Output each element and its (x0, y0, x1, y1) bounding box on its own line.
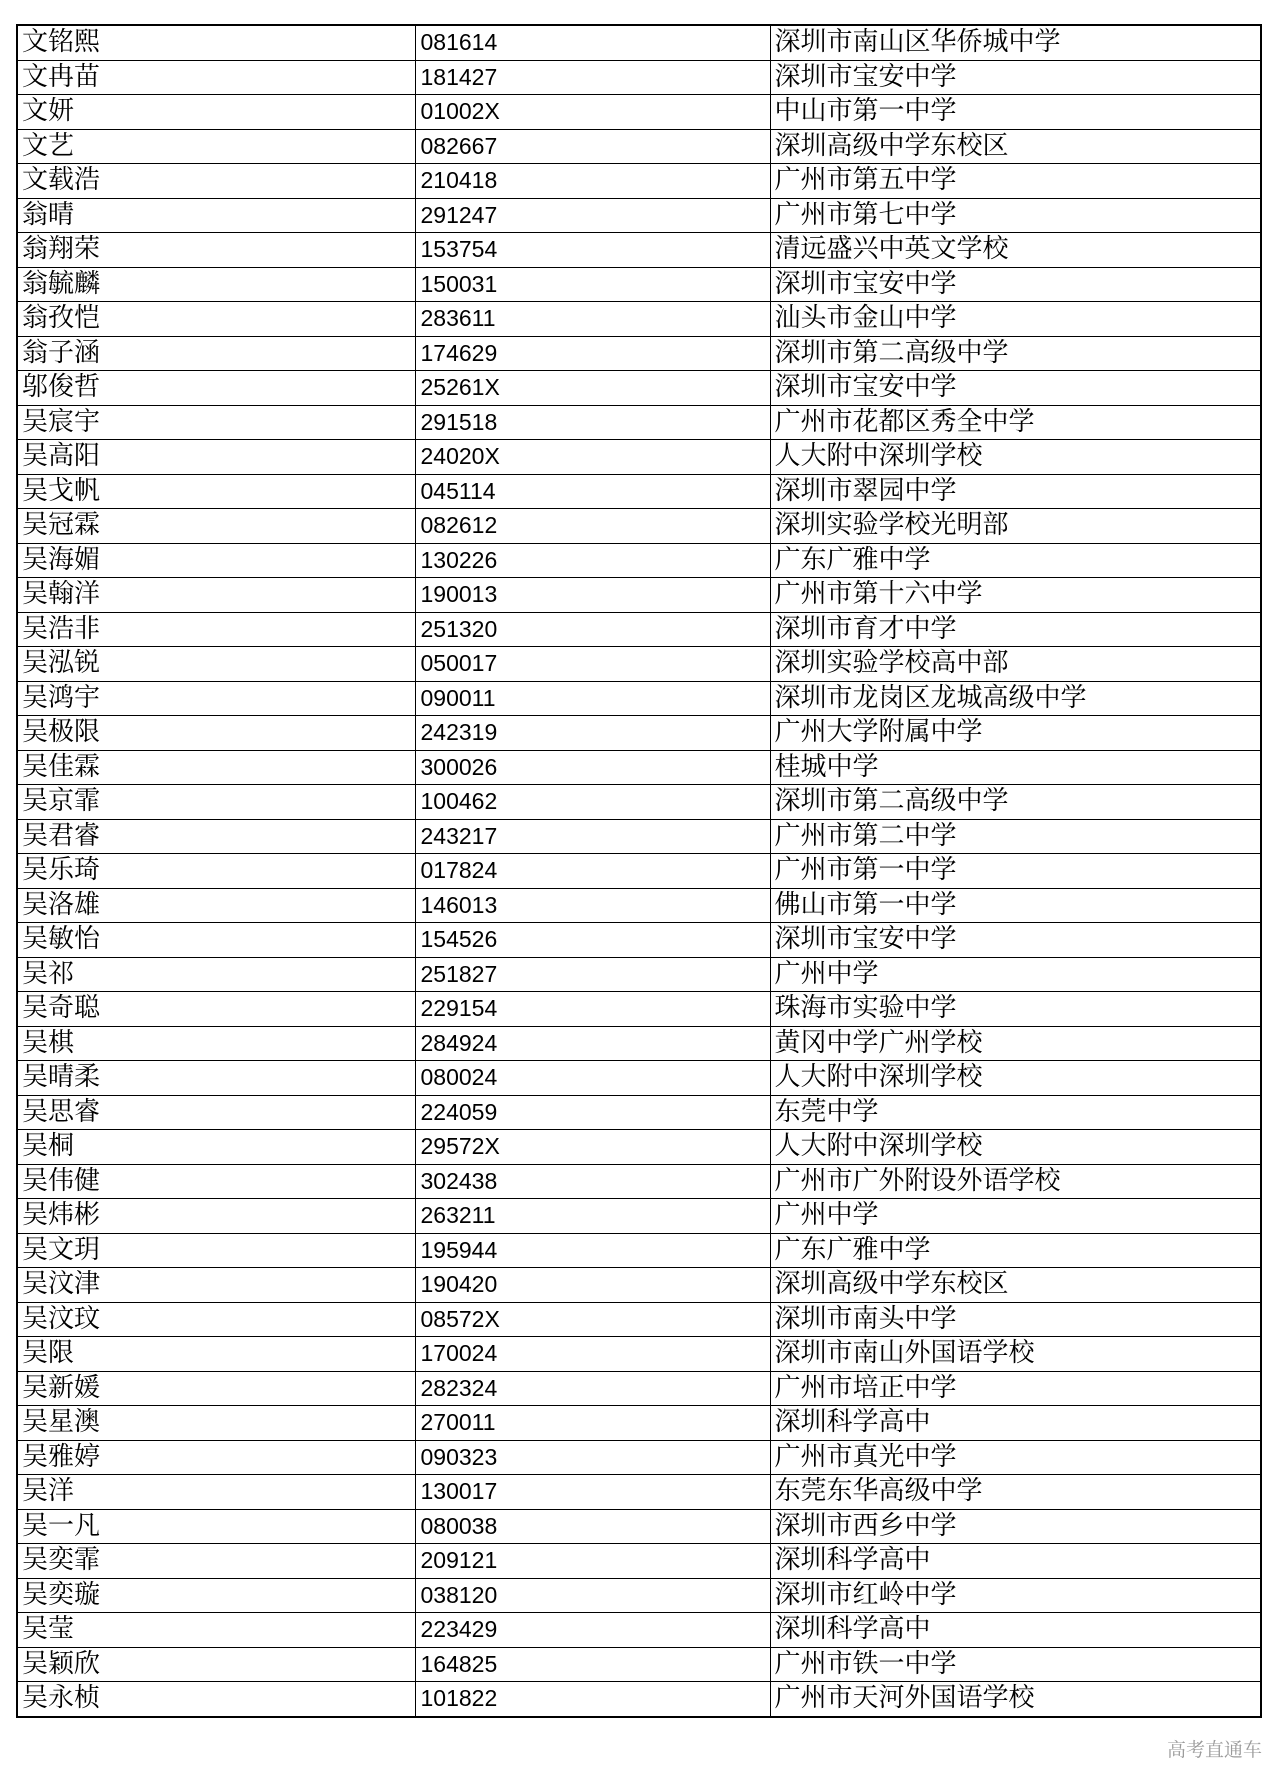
table-row (17, 25, 1261, 60)
school-cell: 广东广雅中学 (770, 543, 1261, 578)
table-row (17, 164, 1261, 199)
table-row (17, 1578, 1261, 1613)
table-row (17, 612, 1261, 647)
school-cell: 广州大学附属中学 (770, 716, 1261, 751)
table-row (17, 785, 1261, 820)
id-code-cell: 170024 (415, 1337, 770, 1372)
id-code-cell: 25261X (415, 371, 770, 406)
name-cell: 吴限 (17, 1337, 415, 1372)
table-row (17, 1061, 1261, 1096)
table-row (17, 1302, 1261, 1337)
name-cell: 翁翔荣 (17, 233, 415, 268)
school-cell: 广州市第五中学 (770, 164, 1261, 199)
school-cell: 深圳市宝安中学 (770, 267, 1261, 302)
name-cell: 吴永桢 (17, 1682, 415, 1717)
student-roster-table (16, 24, 1262, 1718)
table-row (17, 854, 1261, 889)
table-row (17, 1337, 1261, 1372)
id-code-cell: 243217 (415, 819, 770, 854)
id-code-cell: 082667 (415, 129, 770, 164)
table-row (17, 198, 1261, 233)
table-row (17, 1647, 1261, 1682)
school-cell: 广州市第十六中学 (770, 578, 1261, 613)
table-row (17, 129, 1261, 164)
id-code-cell: 291247 (415, 198, 770, 233)
table-row (17, 267, 1261, 302)
school-cell: 广州中学 (770, 957, 1261, 992)
school-cell: 深圳市龙岗区龙城高级中学 (770, 681, 1261, 716)
name-cell: 吴泓锐 (17, 647, 415, 682)
school-cell: 深圳实验学校高中部 (770, 647, 1261, 682)
school-cell: 广州市第二中学 (770, 819, 1261, 854)
id-code-cell: 080038 (415, 1509, 770, 1544)
id-code-cell: 229154 (415, 992, 770, 1027)
school-cell: 广州中学 (770, 1199, 1261, 1234)
name-cell: 吴戈帆 (17, 474, 415, 509)
name-cell: 吴乐琦 (17, 854, 415, 889)
table-row (17, 509, 1261, 544)
table-row (17, 1475, 1261, 1510)
table-row (17, 371, 1261, 406)
school-cell: 人大附中深圳学校 (770, 1061, 1261, 1096)
name-cell: 吴伟健 (17, 1164, 415, 1199)
id-code-cell: 08572X (415, 1302, 770, 1337)
school-cell: 黄冈中学广州学校 (770, 1026, 1261, 1061)
table-row (17, 1544, 1261, 1579)
id-code-cell: 209121 (415, 1544, 770, 1579)
table-row (17, 95, 1261, 130)
school-cell: 深圳市西乡中学 (770, 1509, 1261, 1544)
school-cell: 深圳市南头中学 (770, 1302, 1261, 1337)
table-row (17, 474, 1261, 509)
school-cell: 珠海市实验中学 (770, 992, 1261, 1027)
table-row (17, 819, 1261, 854)
name-cell: 文载浩 (17, 164, 415, 199)
id-code-cell: 082612 (415, 509, 770, 544)
id-code-cell: 190420 (415, 1268, 770, 1303)
school-cell: 深圳市第二高级中学 (770, 336, 1261, 371)
school-cell: 深圳科学高中 (770, 1613, 1261, 1648)
name-cell: 文铭熙 (17, 25, 415, 60)
school-cell: 深圳市南山外国语学校 (770, 1337, 1261, 1372)
id-code-cell: 195944 (415, 1233, 770, 1268)
id-code-cell: 181427 (415, 60, 770, 95)
school-cell: 人大附中深圳学校 (770, 440, 1261, 475)
id-code-cell: 302438 (415, 1164, 770, 1199)
id-code-cell: 050017 (415, 647, 770, 682)
name-cell: 吴祁 (17, 957, 415, 992)
school-cell: 广州市花都区秀全中学 (770, 405, 1261, 440)
id-code-cell: 150031 (415, 267, 770, 302)
school-cell: 中山市第一中学 (770, 95, 1261, 130)
id-code-cell: 282324 (415, 1371, 770, 1406)
name-cell: 吴奕霏 (17, 1544, 415, 1579)
table-row (17, 888, 1261, 923)
table-row (17, 440, 1261, 475)
id-code-cell: 174629 (415, 336, 770, 371)
name-cell: 吴翰洋 (17, 578, 415, 613)
name-cell: 吴海媚 (17, 543, 415, 578)
name-cell: 吴洋 (17, 1475, 415, 1510)
table-row (17, 233, 1261, 268)
name-cell: 吴汶津 (17, 1268, 415, 1303)
school-cell: 桂城中学 (770, 750, 1261, 785)
name-cell: 吴雅婷 (17, 1440, 415, 1475)
name-cell: 吴莹 (17, 1613, 415, 1648)
id-code-cell: 130226 (415, 543, 770, 578)
id-code-cell: 081614 (415, 25, 770, 60)
school-cell: 深圳市翠园中学 (770, 474, 1261, 509)
id-code-cell: 154526 (415, 923, 770, 958)
name-cell: 文艺 (17, 129, 415, 164)
name-cell: 翁毓麟 (17, 267, 415, 302)
school-cell: 深圳市第二高级中学 (770, 785, 1261, 820)
school-cell: 广州市天河外国语学校 (770, 1682, 1261, 1717)
id-code-cell: 251827 (415, 957, 770, 992)
school-cell: 深圳高级中学东校区 (770, 129, 1261, 164)
id-code-cell: 190013 (415, 578, 770, 613)
table-row (17, 681, 1261, 716)
table-row (17, 1095, 1261, 1130)
id-code-cell: 263211 (415, 1199, 770, 1234)
name-cell: 吴高阳 (17, 440, 415, 475)
school-cell: 佛山市第一中学 (770, 888, 1261, 923)
school-cell: 广州市培正中学 (770, 1371, 1261, 1406)
school-cell: 汕头市金山中学 (770, 302, 1261, 337)
school-cell: 深圳科学高中 (770, 1544, 1261, 1579)
id-code-cell: 242319 (415, 716, 770, 751)
id-code-cell: 224059 (415, 1095, 770, 1130)
table-row (17, 1509, 1261, 1544)
school-cell: 深圳实验学校光明部 (770, 509, 1261, 544)
id-code-cell: 223429 (415, 1613, 770, 1648)
id-code-cell: 153754 (415, 233, 770, 268)
table-row (17, 716, 1261, 751)
table-row (17, 302, 1261, 337)
school-cell: 深圳市育才中学 (770, 612, 1261, 647)
school-cell: 广东广雅中学 (770, 1233, 1261, 1268)
name-cell: 吴星澳 (17, 1406, 415, 1441)
name-cell: 吴棋 (17, 1026, 415, 1061)
name-cell: 吴冠霖 (17, 509, 415, 544)
table-row (17, 1440, 1261, 1475)
watermark-text: 高考直通车 (1166, 1739, 1262, 1761)
name-cell: 翁孜恺 (17, 302, 415, 337)
table-row (17, 1130, 1261, 1165)
name-cell: 文冉苗 (17, 60, 415, 95)
table-row (17, 1233, 1261, 1268)
table-row (17, 1164, 1261, 1199)
school-cell: 广州市铁一中学 (770, 1647, 1261, 1682)
id-code-cell: 100462 (415, 785, 770, 820)
id-code-cell: 101822 (415, 1682, 770, 1717)
school-cell: 深圳科学高中 (770, 1406, 1261, 1441)
id-code-cell: 045114 (415, 474, 770, 509)
table-row (17, 1682, 1261, 1717)
table-row (17, 1406, 1261, 1441)
name-cell: 吴洛雄 (17, 888, 415, 923)
table-row (17, 336, 1261, 371)
table-row (17, 957, 1261, 992)
table-row (17, 923, 1261, 958)
school-cell: 广州市第一中学 (770, 854, 1261, 889)
table-row (17, 1371, 1261, 1406)
name-cell: 吴一凡 (17, 1509, 415, 1544)
name-cell: 吴桐 (17, 1130, 415, 1165)
name-cell: 吴晴柔 (17, 1061, 415, 1096)
name-cell: 吴鸿宇 (17, 681, 415, 716)
name-cell: 吴敏怡 (17, 923, 415, 958)
school-cell: 深圳市宝安中学 (770, 371, 1261, 406)
school-cell: 深圳市红岭中学 (770, 1578, 1261, 1613)
school-cell: 深圳市宝安中学 (770, 60, 1261, 95)
name-cell: 文妍 (17, 95, 415, 130)
school-cell: 东莞中学 (770, 1095, 1261, 1130)
roster-body (17, 25, 1261, 1717)
id-code-cell: 291518 (415, 405, 770, 440)
id-code-cell: 283611 (415, 302, 770, 337)
table-row (17, 992, 1261, 1027)
id-code-cell: 29572X (415, 1130, 770, 1165)
school-cell: 深圳市宝安中学 (770, 923, 1261, 958)
id-code-cell: 24020X (415, 440, 770, 475)
id-code-cell: 01002X (415, 95, 770, 130)
table-row (17, 1199, 1261, 1234)
name-cell: 吴新媛 (17, 1371, 415, 1406)
name-cell: 吴汶玟 (17, 1302, 415, 1337)
table-row (17, 1613, 1261, 1648)
table-row (17, 405, 1261, 440)
name-cell: 吴文玥 (17, 1233, 415, 1268)
table-row (17, 647, 1261, 682)
school-cell: 广州市第七中学 (770, 198, 1261, 233)
table-row (17, 1026, 1261, 1061)
school-cell: 广州市广外附设外语学校 (770, 1164, 1261, 1199)
table-row (17, 578, 1261, 613)
table-row (17, 60, 1261, 95)
school-cell: 清远盛兴中英文学校 (770, 233, 1261, 268)
name-cell: 邬俊哲 (17, 371, 415, 406)
id-code-cell: 270011 (415, 1406, 770, 1441)
name-cell: 吴思睿 (17, 1095, 415, 1130)
school-cell: 东莞东华高级中学 (770, 1475, 1261, 1510)
id-code-cell: 300026 (415, 750, 770, 785)
id-code-cell: 130017 (415, 1475, 770, 1510)
id-code-cell: 090011 (415, 681, 770, 716)
id-code-cell: 164825 (415, 1647, 770, 1682)
school-cell: 人大附中深圳学校 (770, 1130, 1261, 1165)
name-cell: 吴极限 (17, 716, 415, 751)
name-cell: 吴宸宇 (17, 405, 415, 440)
name-cell: 吴奕璇 (17, 1578, 415, 1613)
id-code-cell: 284924 (415, 1026, 770, 1061)
name-cell: 吴浩非 (17, 612, 415, 647)
table-row (17, 750, 1261, 785)
id-code-cell: 090323 (415, 1440, 770, 1475)
name-cell: 吴奇聪 (17, 992, 415, 1027)
school-cell: 深圳高级中学东校区 (770, 1268, 1261, 1303)
id-code-cell: 017824 (415, 854, 770, 889)
school-cell: 广州市真光中学 (770, 1440, 1261, 1475)
id-code-cell: 080024 (415, 1061, 770, 1096)
id-code-cell: 038120 (415, 1578, 770, 1613)
table-row (17, 1268, 1261, 1303)
id-code-cell: 146013 (415, 888, 770, 923)
id-code-cell: 251320 (415, 612, 770, 647)
school-cell: 深圳市南山区华侨城中学 (770, 25, 1261, 60)
name-cell: 翁子涵 (17, 336, 415, 371)
table-row (17, 543, 1261, 578)
name-cell: 吴佳霖 (17, 750, 415, 785)
name-cell: 吴京霏 (17, 785, 415, 820)
name-cell: 翁晴 (17, 198, 415, 233)
id-code-cell: 210418 (415, 164, 770, 199)
name-cell: 吴炜彬 (17, 1199, 415, 1234)
name-cell: 吴颖欣 (17, 1647, 415, 1682)
name-cell: 吴君睿 (17, 819, 415, 854)
